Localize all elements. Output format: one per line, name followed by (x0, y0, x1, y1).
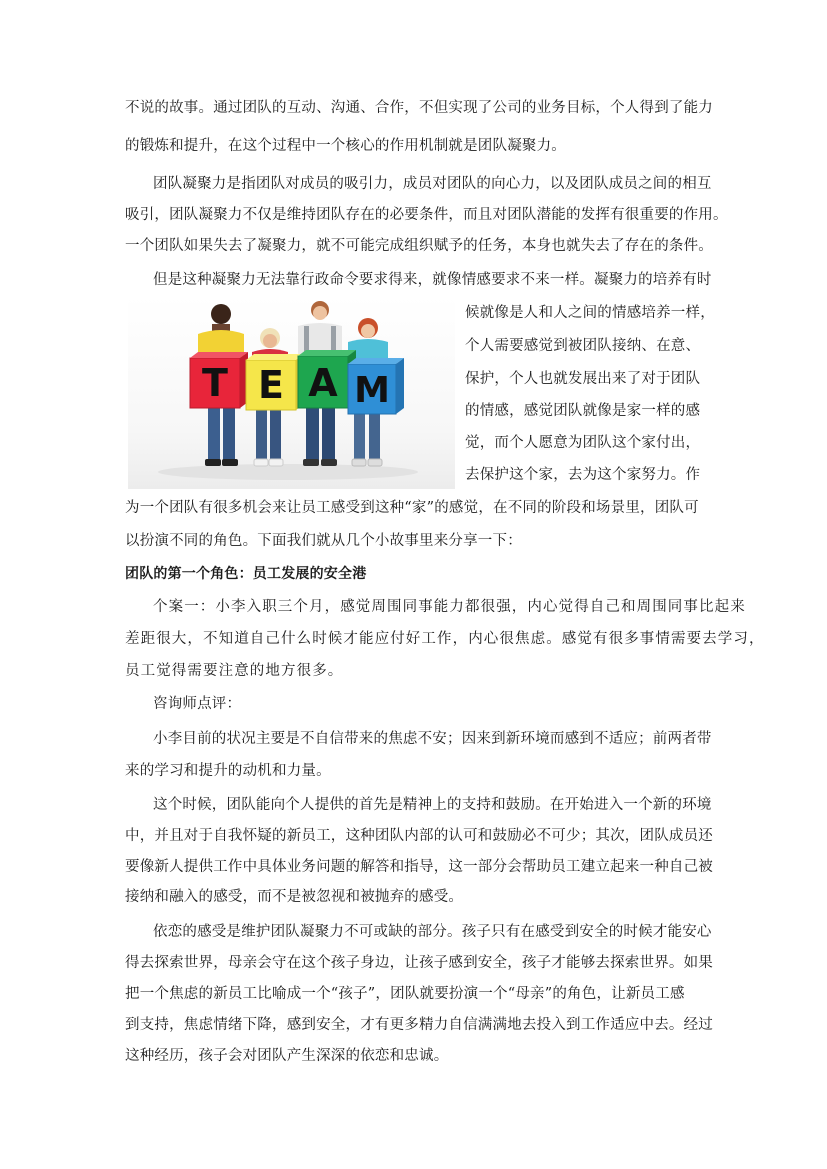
block-t (190, 352, 248, 408)
paragraph-line: 中，并且对于自我怀疑的新员工，这种团队内部的认可和鼓励必不可少；其次，团队成员还 (125, 828, 713, 844)
paragraph-line: 到支持，焦虑情绪下降，感到安全，才有更多精力自信满满地去投入到工作适应中去。经过 (125, 1017, 713, 1033)
paragraph-line: 来的学习和提升的动机和力量。 (125, 763, 331, 779)
paragraph-line: 候就像是人和人之间的情感培养一样， (465, 305, 715, 321)
block-a (298, 350, 356, 408)
block-e (246, 354, 304, 410)
paragraph-line: 要像新人提供工作中具体业务问题的解答和指导，这一部分会帮助员工建立起来一种自己被 (125, 859, 713, 875)
paragraph-line: 得去探索世界，母亲会守在这个孩子身边，让孩子感到安全，孩子才能够去探索世界。如果 (125, 955, 713, 971)
team-photo (128, 296, 455, 489)
paragraph-line: 以扮演不同的角色。下面我们就从几个小故事里来分享一下： (125, 533, 522, 549)
team-illustration (128, 296, 455, 489)
paragraph-line: 差距很大，不知道自己什么时候才能应付好工作，内心很焦虑。感觉有很多事情需要去学习， (125, 631, 765, 647)
svg-text:M: M (354, 370, 390, 411)
paragraph-line: 小李目前的状况主要是不自信带来的焦虑不安；因来到新环境而感到不适应；前两者带 (153, 731, 712, 747)
paragraph-line: 员工觉得需要注意的地方很多。 (125, 663, 344, 679)
paragraph-line: 吸引，团队凝聚力不仅是维持团队存在的必要条件，而且对团队潜能的发挥有很重要的作用。 (125, 207, 728, 223)
paragraph-line: 个案一：小李入职三个月，感觉周围同事能力都很强，内心觉得自己和周围同事比起来 (153, 599, 746, 615)
paragraph-line: 为一个团队有很多机会来让员工感受到这种“家”的感觉，在不同的阶段和场景里，团队可 (125, 500, 699, 516)
paragraph-line: 咨询师点评： (153, 696, 242, 712)
paragraph-line: 依恋的感受是维护团队凝聚力不可或缺的部分。孩子只有在感受到安全的时候才能安心 (153, 924, 712, 940)
paragraph-line: 去保护这个家，去为这个家努力。作 (465, 467, 701, 483)
paragraph-line: 觉，而个人愿意为团队这个家付出， (465, 435, 701, 451)
paragraph-line: 的锻炼和提升，在这个过程中一个核心的作用机制就是团队凝聚力。 (125, 138, 566, 154)
paragraph-line: 但是这种凝聚力无法靠行政命令要求得来，就像情感要求不来一样。凝聚力的培养有时 (153, 272, 712, 288)
paragraph-line: 这种经历，孩子会对团队产生深深的依恋和忠诚。 (125, 1048, 449, 1064)
paragraph-line: 保护，个人也就发展出来了对于团队 (465, 371, 701, 387)
paragraph-line: 接纳和融入的感受，而不是被忽视和被抛弃的感受。 (125, 889, 464, 905)
block-m (348, 358, 404, 414)
paragraph-line: 不说的故事。通过团队的互动、沟通、合作，不但实现了公司的业务目标，个人得到了能力 (125, 100, 713, 116)
section-heading: 团队的第一个角色：员工发展的安全港 (125, 566, 367, 582)
paragraph-line: 一个团队如果失去了凝聚力，就不可能完成组织赋予的任务，本身也就失去了存在的条件。 (125, 238, 713, 254)
paragraph-line: 团队凝聚力是指团队对成员的吸引力，成员对团队的向心力，以及团队成员之间的相互 (153, 176, 712, 192)
paragraph-line: 把一个焦虑的新员工比喻成一个“孩子”，团队就要扮演一个“母亲”的角色，让新员工感 (125, 986, 685, 1002)
svg-text:T: T (202, 361, 228, 405)
paragraph-line: 个人需要感觉到被团队接纳、在意、 (465, 338, 701, 354)
svg-text:A: A (308, 361, 338, 405)
paragraph-line: 这个时候，团队能向个人提供的首先是精神上的支持和鼓励。在开始进入一个新的环境 (153, 797, 712, 813)
paragraph-line: 的情感，感觉团队就像是家一样的感 (465, 403, 701, 419)
svg-text:E: E (258, 363, 284, 407)
